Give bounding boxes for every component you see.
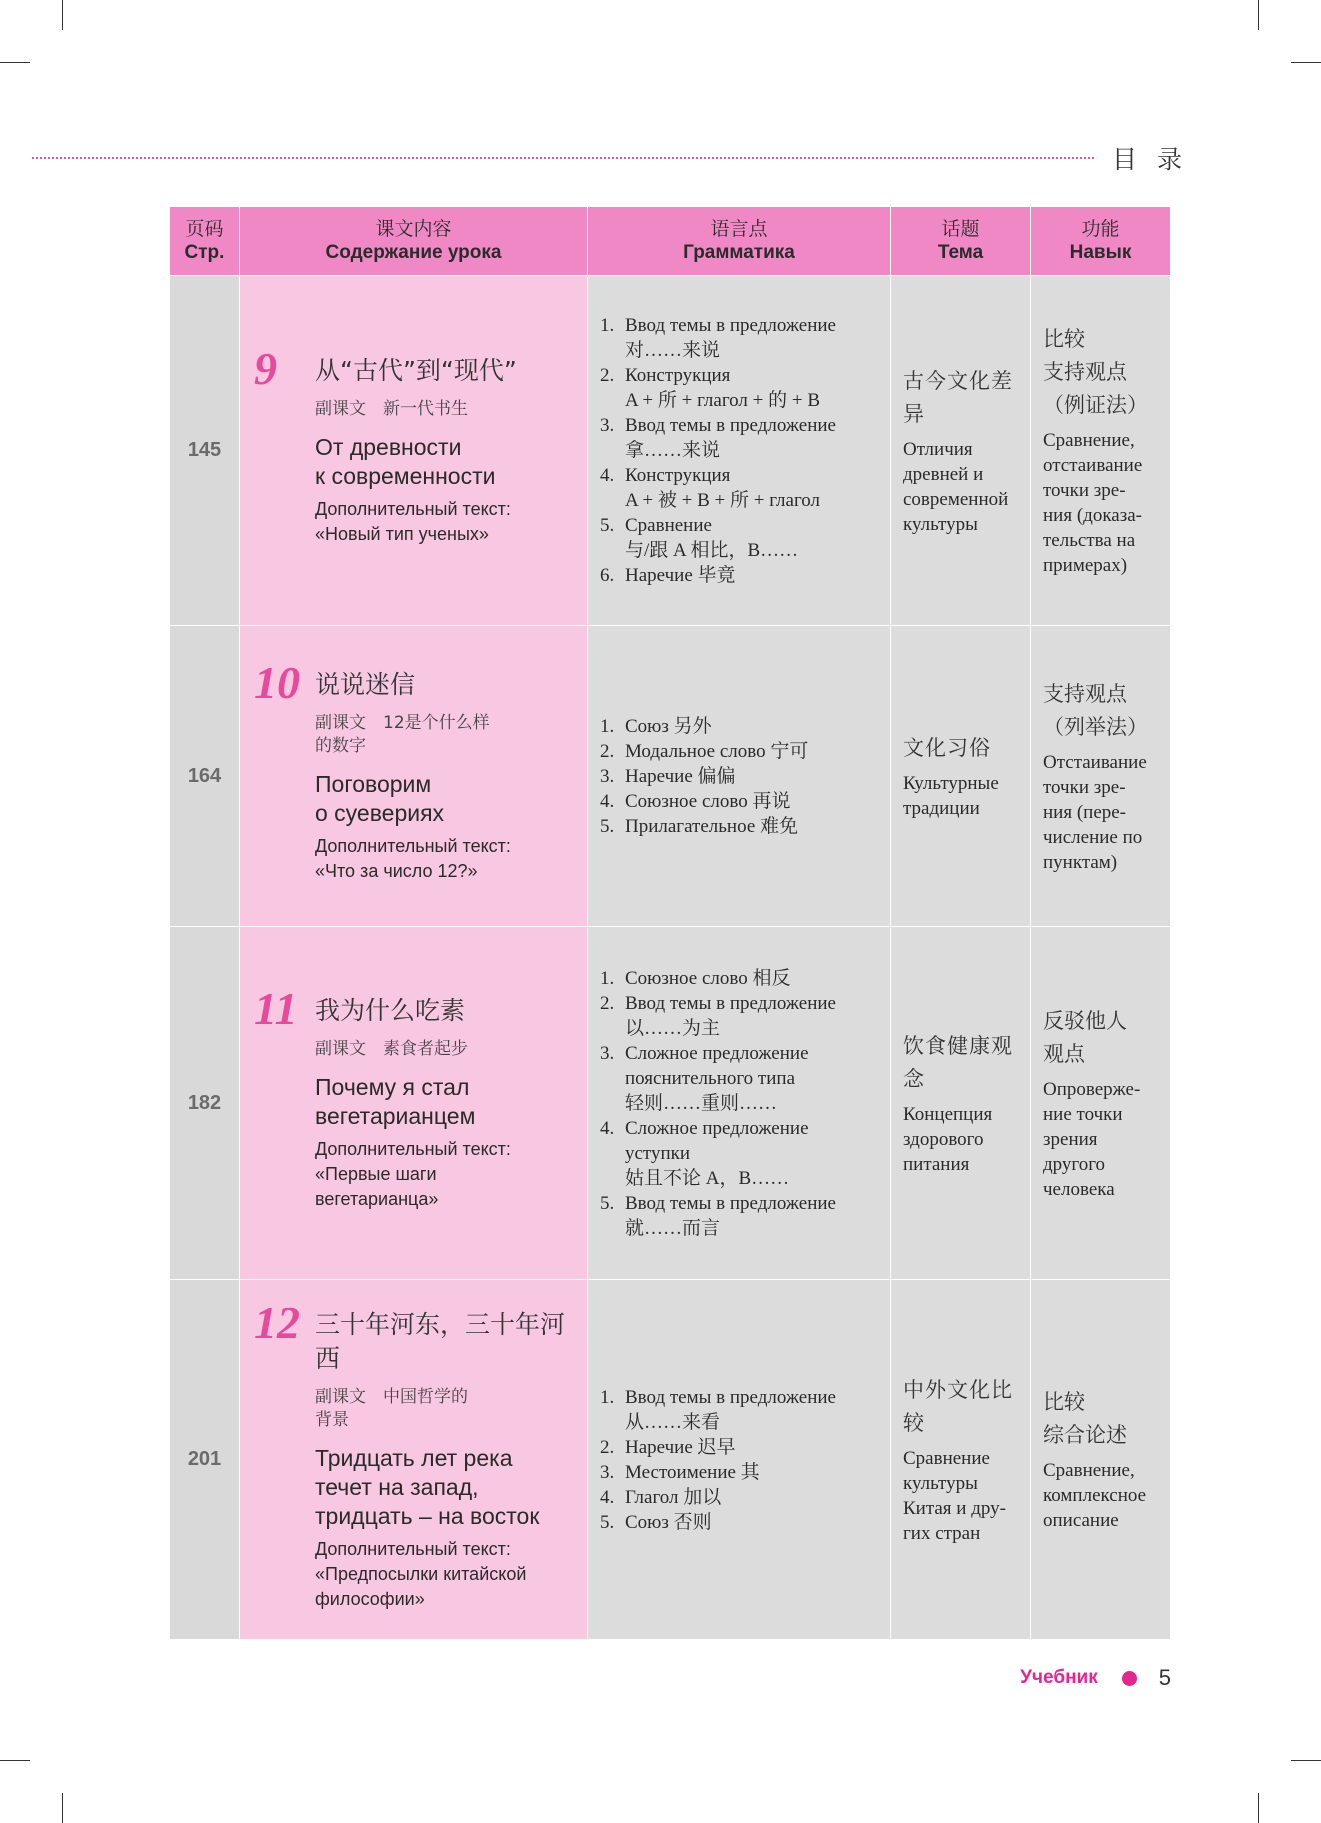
supplementary-text-zh: 副课文 素食者起步 (315, 1039, 468, 1059)
crop-mark (1291, 1760, 1321, 1761)
skill-ru: Сравнение, комплексное описание (1043, 1460, 1147, 1531)
grammar-item: 2. Конструкция A + 所 + глагол + 的 + B (600, 365, 821, 411)
page-footer (1020, 1665, 1171, 1691)
topic-zh: 文化习俗 (903, 735, 991, 760)
skill-ru: Сравнение, отстаивание точки зре- ния (доказа- тельства на примерах) (1043, 430, 1143, 576)
page-number-cell (170, 626, 240, 927)
grammar-item: 4. Глагол 加以 (600, 1486, 722, 1508)
skill-cell (1031, 626, 1171, 927)
grammar-item: 4. Сложное предложение уступки 姑且不论 A，B…… (600, 1117, 809, 1189)
grammar-list (588, 714, 890, 839)
grammar-item: 5. Сравнение 与/跟 A 相比，B…… (600, 515, 799, 561)
grammar-cell (588, 927, 891, 1280)
grammar-item: 3. Сложное предложение пояснительного типа 轻则……重则…… (600, 1042, 809, 1114)
grammar-item: 1. Ввод темы в предложение 对……来说 (600, 315, 836, 361)
skill-ru: Опроверже- ние точки зрения другого человека (1043, 1078, 1141, 1200)
lesson-title-zh: 从“古代”到“现代” (315, 356, 517, 385)
lesson-row (170, 927, 1171, 1280)
grammar-item: 1. Союзное слово 相反 (600, 967, 791, 989)
lesson-title-ru: Тридцать лет река течет на запад, тридцать – на восток (315, 1444, 540, 1529)
grammar-item: 3. Местоимение 其 (600, 1461, 760, 1483)
lesson-content-cell (240, 1280, 588, 1640)
grammar-cell (588, 1280, 891, 1640)
skill-zh: 比较 支持观点 （例证法） (1043, 327, 1148, 417)
page-number-cell (170, 276, 240, 626)
grammar-list (588, 966, 890, 1241)
crop-mark (0, 1760, 30, 1761)
topic-zh: 中外文化比 较 (903, 1377, 1013, 1435)
topic-cell (891, 276, 1031, 626)
grammar-item: 3. Наречие 偏偏 (600, 765, 736, 787)
grammar-item: 1. Союз 另外 (600, 715, 712, 737)
skill-zh: 支持观点 （列举法） (1043, 681, 1148, 739)
supplementary-text-ru: Дополнительный текст: «Предпосылки китайской философии» (315, 1538, 527, 1609)
supplementary-text-zh: 副课文 新一代书生 (315, 399, 468, 419)
header-page: 页码 Стр. (170, 207, 240, 276)
lesson-title-ru: От древности к современности (315, 434, 496, 489)
lesson-number: 12 (254, 1296, 300, 1348)
topic-cell (891, 626, 1031, 927)
grammar-item: 6. Наречие 毕竟 (600, 565, 736, 586)
grammar-item: 2. Ввод темы в предложение 以……为主 (600, 992, 836, 1039)
topic-ru: Сравнение культуры Китая и дру- гих стран (903, 1447, 1006, 1544)
crop-mark (62, 1793, 63, 1823)
lesson-number: 10 (254, 657, 300, 708)
grammar-cell (588, 276, 891, 626)
supplementary-text-ru: Дополнительный текст: «Что за число 12?» (315, 836, 511, 881)
lesson-page: 145 (187, 439, 222, 461)
lesson-title-zh: 说说迷信 (315, 670, 416, 699)
lesson-content-cell (240, 626, 588, 927)
skill-ru: Отстаивание точки зре- ния (пере- числение по пунктам) (1043, 751, 1147, 873)
page-number: 5 (1158, 1665, 1171, 1690)
skill-zh: 比较 综合论述 (1043, 1390, 1127, 1447)
lesson-row (170, 276, 1171, 626)
grammar-list (588, 1385, 890, 1535)
header-skill: 功能 Навык (1031, 207, 1171, 276)
crop-mark (1258, 0, 1259, 30)
topic-zh: 古今文化差 异 (903, 368, 1013, 426)
crop-mark (0, 62, 30, 63)
contents-table (169, 206, 1171, 1640)
grammar-item: 4. Конструкция A + 被 + B + 所 + глагол (600, 465, 821, 511)
lesson-number: 9 (254, 343, 277, 394)
grammar-list (588, 313, 890, 588)
topic-zh: 饮食健康观 念 (903, 1033, 1013, 1091)
skill-cell (1031, 927, 1171, 1280)
lesson-title-zh: 我为什么吃素 (315, 996, 466, 1025)
page-title: 目 录 (1112, 145, 1188, 174)
crop-mark (1258, 1793, 1259, 1823)
topic-ru: Концепция здорового питания (903, 1103, 993, 1175)
topic-ru: Культурные традиции (903, 772, 999, 819)
lesson-title-zh: 三十年河东，三十年河西 (315, 1309, 566, 1373)
grammar-item: 2. Наречие 迟早 (600, 1436, 736, 1458)
grammar-cell (588, 626, 891, 927)
header-content: 课文内容 Содержание урока (240, 207, 588, 276)
supplementary-text-zh: 副课文 12是个什么样 的数字 (315, 713, 490, 756)
grammar-item: 3. Ввод темы в предложение 拿……来说 (600, 415, 836, 461)
grammar-item: 2. Модальное слово 宁可 (600, 740, 809, 762)
page-number-cell (170, 1280, 240, 1640)
header-grammar: 语言点 Грамматика (588, 207, 891, 276)
skill-cell (1031, 276, 1171, 626)
lesson-row (170, 1280, 1171, 1640)
topic-ru: Отличия древней и современной культуры (903, 438, 1009, 535)
grammar-item: 5. Ввод темы в предложение 就……而言 (600, 1192, 836, 1239)
topic-cell (891, 927, 1031, 1280)
supplementary-text-zh: 副课文 中国哲学的 背景 (315, 1386, 468, 1430)
lesson-content-cell (240, 927, 588, 1280)
grammar-item: 1. Ввод темы в предложение 从……来看 (600, 1386, 836, 1433)
lesson-content-cell (240, 276, 588, 626)
lesson-page: 182 (187, 1091, 222, 1114)
skill-cell (1031, 1280, 1171, 1640)
crop-mark (62, 0, 63, 30)
supplementary-text-ru: Дополнительный текст: «Новый тип ученых» (315, 499, 511, 544)
grammar-item: 4. Союзное слово 再说 (600, 790, 791, 812)
header-topic: 话题 Тема (891, 207, 1031, 276)
lesson-page: 164 (187, 764, 222, 787)
crop-mark (1291, 62, 1321, 63)
skill-zh: 反驳他人 观点 (1043, 1008, 1127, 1066)
topic-cell (891, 1280, 1031, 1640)
lesson-number: 11 (254, 983, 298, 1034)
lesson-title-ru: Почему я стал вегетарианцем (315, 1074, 476, 1129)
grammar-item: 5. Прилагательное 难免 (600, 815, 799, 837)
lesson-page: 201 (187, 1448, 222, 1470)
header-dotted-rule (32, 157, 1094, 159)
lesson-row (170, 626, 1171, 927)
table-header-row (170, 207, 1171, 276)
supplementary-text-ru: Дополнительный текст: «Первые шаги вегетарианца» (315, 1139, 511, 1209)
grammar-item: 5. Союз 否则 (600, 1511, 712, 1533)
footer-dot-icon (1122, 1671, 1137, 1686)
lesson-title-ru: Поговорим о суевериях (315, 771, 445, 826)
page-number-cell (170, 927, 240, 1280)
book-label: Учебник (1020, 1667, 1098, 1688)
